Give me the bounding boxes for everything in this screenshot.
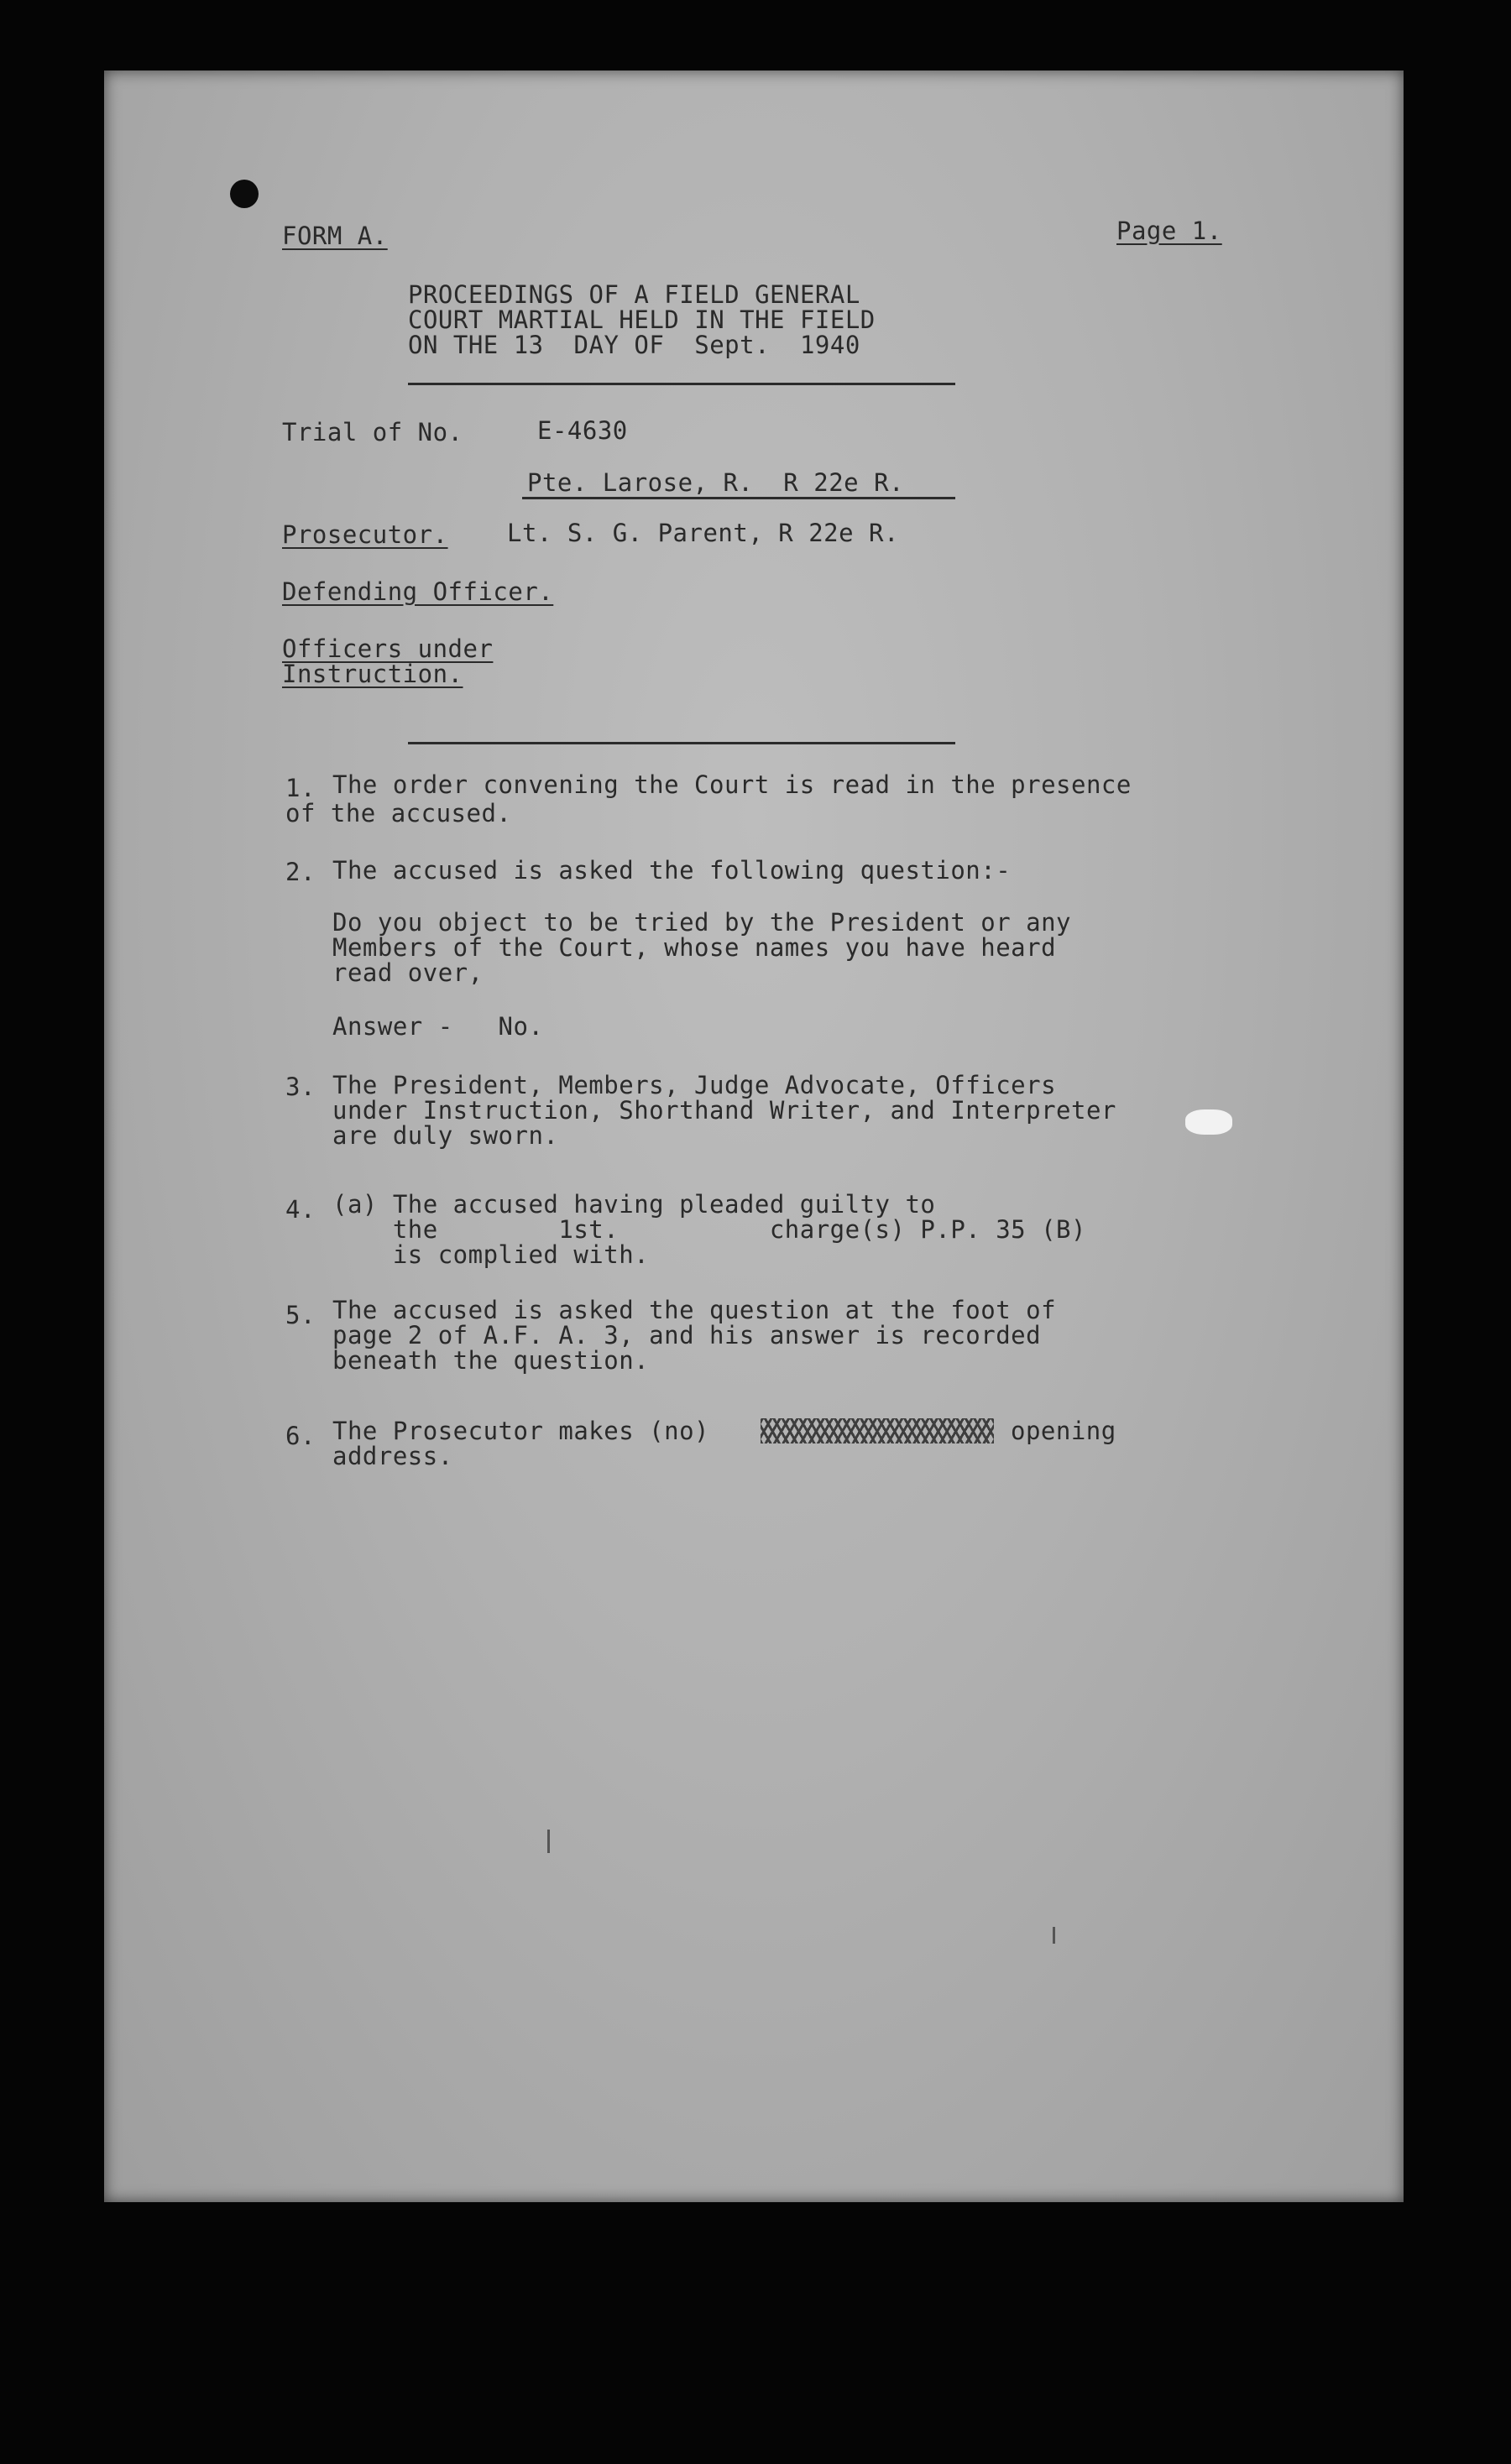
trial-number: E-4630 — [537, 416, 628, 445]
title-line-1: PROCEEDINGS OF A FIELD GENERAL — [408, 280, 860, 309]
item-6-line-2: address. — [332, 1442, 453, 1470]
item-5-line-2: page 2 of A.F. A. 3, and his answer is recorded — [332, 1321, 1042, 1349]
item-5-number: 5. — [285, 1301, 316, 1329]
page-number: Page 1. — [1116, 217, 1222, 245]
item-5-line-1: The accused is asked the question at the foot of — [332, 1296, 1057, 1324]
item-2-line-1: The accused is asked the following question:- — [332, 856, 1012, 885]
redacted-text — [761, 1418, 994, 1443]
item-4-line-3: is complied with. — [332, 1240, 650, 1269]
officers-under-instruction-line-1: Officers under — [282, 634, 494, 663]
officers-under-instruction-line-2: Instruction. — [282, 660, 463, 688]
section-rule — [408, 742, 955, 744]
title-rule — [408, 383, 955, 385]
item-1-line-1: The order convening the Court is read in the presence — [332, 770, 1132, 799]
item-2-question-line-2: Members of the Court, whose names you have heard — [332, 933, 1057, 962]
item-2-question-line-3: read over, — [332, 958, 484, 987]
item-3-number: 3. — [285, 1073, 316, 1101]
item-3-line-3: are duly sworn. — [332, 1121, 559, 1150]
item-3-line-2: under Instruction, Shorthand Writer, and Interpreter — [332, 1096, 1116, 1125]
item-4-number: 4. — [285, 1195, 316, 1224]
prosecutor-name: Lt. S. G. Parent, R 22e R. — [507, 519, 899, 547]
item-2-question-line-1: Do you object to be tried by the President or any — [332, 908, 1072, 937]
accused-name: Pte. Larose, R. R 22e R. — [527, 468, 904, 497]
punch-hole — [230, 180, 259, 208]
item-4-line-2: the 1st. charge(s) P.P. 35 (B) — [332, 1215, 1086, 1244]
item-4-line-1: (a) The accused having pleaded guilty to — [332, 1190, 936, 1219]
scan-mark — [1053, 1927, 1055, 1944]
title-line-3: ON THE 13 DAY OF Sept. 1940 — [408, 331, 860, 359]
item-5-line-3: beneath the question. — [332, 1346, 650, 1375]
item-1-number: 1. — [285, 774, 316, 802]
item-6-line-1a: The Prosecutor makes (no) — [332, 1417, 709, 1445]
title-line-2: COURT MARTIAL HELD IN THE FIELD — [408, 305, 876, 334]
item-3-line-1: The President, Members, Judge Advocate, Officers — [332, 1071, 1057, 1099]
defending-officer-label: Defending Officer. — [282, 577, 554, 606]
item-6-number: 6. — [285, 1422, 316, 1450]
item-6-line-1b: opening — [1011, 1417, 1116, 1445]
item-2-answer: Answer - No. — [332, 1012, 544, 1041]
item-2-number: 2. — [285, 858, 316, 886]
document-page — [104, 70, 1404, 2202]
form-label: FORM A. — [282, 222, 388, 250]
accused-rule — [522, 497, 955, 499]
scan-mark — [547, 1830, 550, 1853]
trial-label: Trial of No. — [282, 418, 463, 446]
scan-speck — [1185, 1109, 1232, 1135]
item-1-line-2: of the accused. — [285, 799, 512, 827]
prosecutor-label: Prosecutor. — [282, 520, 448, 549]
